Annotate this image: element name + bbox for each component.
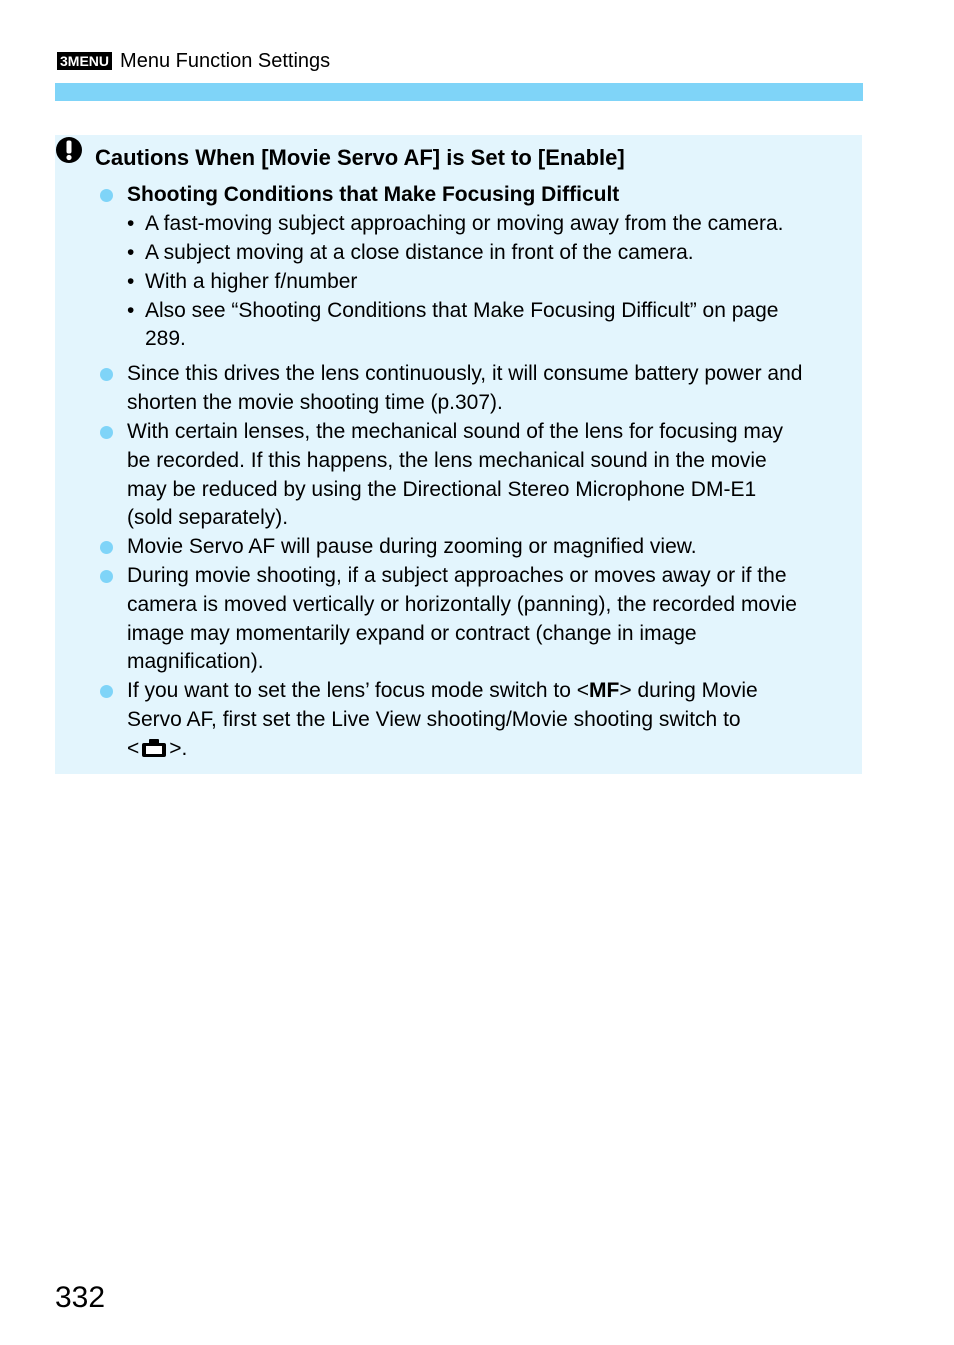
sub-bullet-mark: • xyxy=(127,241,135,264)
page-number: 332 xyxy=(55,1281,106,1314)
caution-title: Cautions When [Movie Servo AF] is Set to [Enable] xyxy=(95,145,625,170)
caution-item-line: (sold separately). xyxy=(127,506,289,529)
caution-icon xyxy=(55,136,83,164)
sub-bullet-text: A subject moving at a close distance in front of the camera. xyxy=(145,241,694,264)
header-accent-bar xyxy=(55,83,863,101)
caution-item-text: If you want to set the lens’ focus mode switch to < xyxy=(127,679,590,702)
bullet-dot-icon xyxy=(100,368,113,381)
caution-item-text: < xyxy=(127,737,140,760)
mf-label: MF xyxy=(589,679,620,702)
menu-badge-label: MENU xyxy=(67,53,110,69)
sub-bullet-mark: • xyxy=(127,270,135,293)
bullet-dot-icon xyxy=(100,570,113,583)
caution-item-line: camera is moved vertically or horizontally (panning), the recorded movie xyxy=(127,593,797,616)
camera-icon xyxy=(141,738,167,758)
bullet-dot-icon xyxy=(100,541,113,554)
caution-item-line: Since this drives the lens continuously, it will consume battery power and xyxy=(127,362,803,385)
menu-tab-badge xyxy=(57,52,112,70)
menu-badge-prefix: 3 xyxy=(60,53,68,69)
caution-item-line xyxy=(127,676,758,705)
section-heading: Shooting Conditions that Make Focusing Difficult xyxy=(127,183,620,206)
caution-item-line: Servo AF, first set the Live View shooting/Movie shooting switch to xyxy=(127,708,741,731)
sub-bullet-mark: • xyxy=(127,299,135,322)
sub-bullet-mark: • xyxy=(127,212,135,235)
bullet-dot-icon xyxy=(100,426,113,439)
caution-item-line: may be reduced by using the Directional Stereo Microphone DM-E1 xyxy=(127,478,757,501)
caution-item-line: be recorded. If this happens, the lens mechanical sound in the movie xyxy=(127,449,767,472)
sub-bullet-text: With a higher f/number xyxy=(145,270,358,293)
caution-item-line: With certain lenses, the mechanical sound of the lens for focusing may xyxy=(127,420,784,443)
caution-item-line xyxy=(127,734,187,763)
caution-item-line: During movie shooting, if a subject approaches or moves away or if the xyxy=(127,564,787,587)
caution-item-text: > during Movie xyxy=(619,679,758,702)
sub-bullet-text: Also see “Shooting Conditions that Make Focusing Difficult” on page xyxy=(145,299,779,322)
caution-item-line: magnification). xyxy=(127,650,264,673)
bullet-dot-icon xyxy=(100,189,113,202)
caution-item-line: shorten the movie shooting time (p.307). xyxy=(127,391,503,414)
bullet-dot-icon xyxy=(100,685,113,698)
caution-item-line: Movie Servo AF will pause during zooming or magnified view. xyxy=(127,535,697,558)
sub-bullet-text: A fast-moving subject approaching or moving away from the camera. xyxy=(145,212,784,235)
page-header xyxy=(57,49,330,73)
header-title: Menu Function Settings xyxy=(120,50,331,72)
caution-item-line: image may momentarily expand or contract (change in image xyxy=(127,622,697,645)
caution-item-text: >. xyxy=(169,737,188,760)
sub-bullet-text-continued: 289. xyxy=(145,327,186,350)
